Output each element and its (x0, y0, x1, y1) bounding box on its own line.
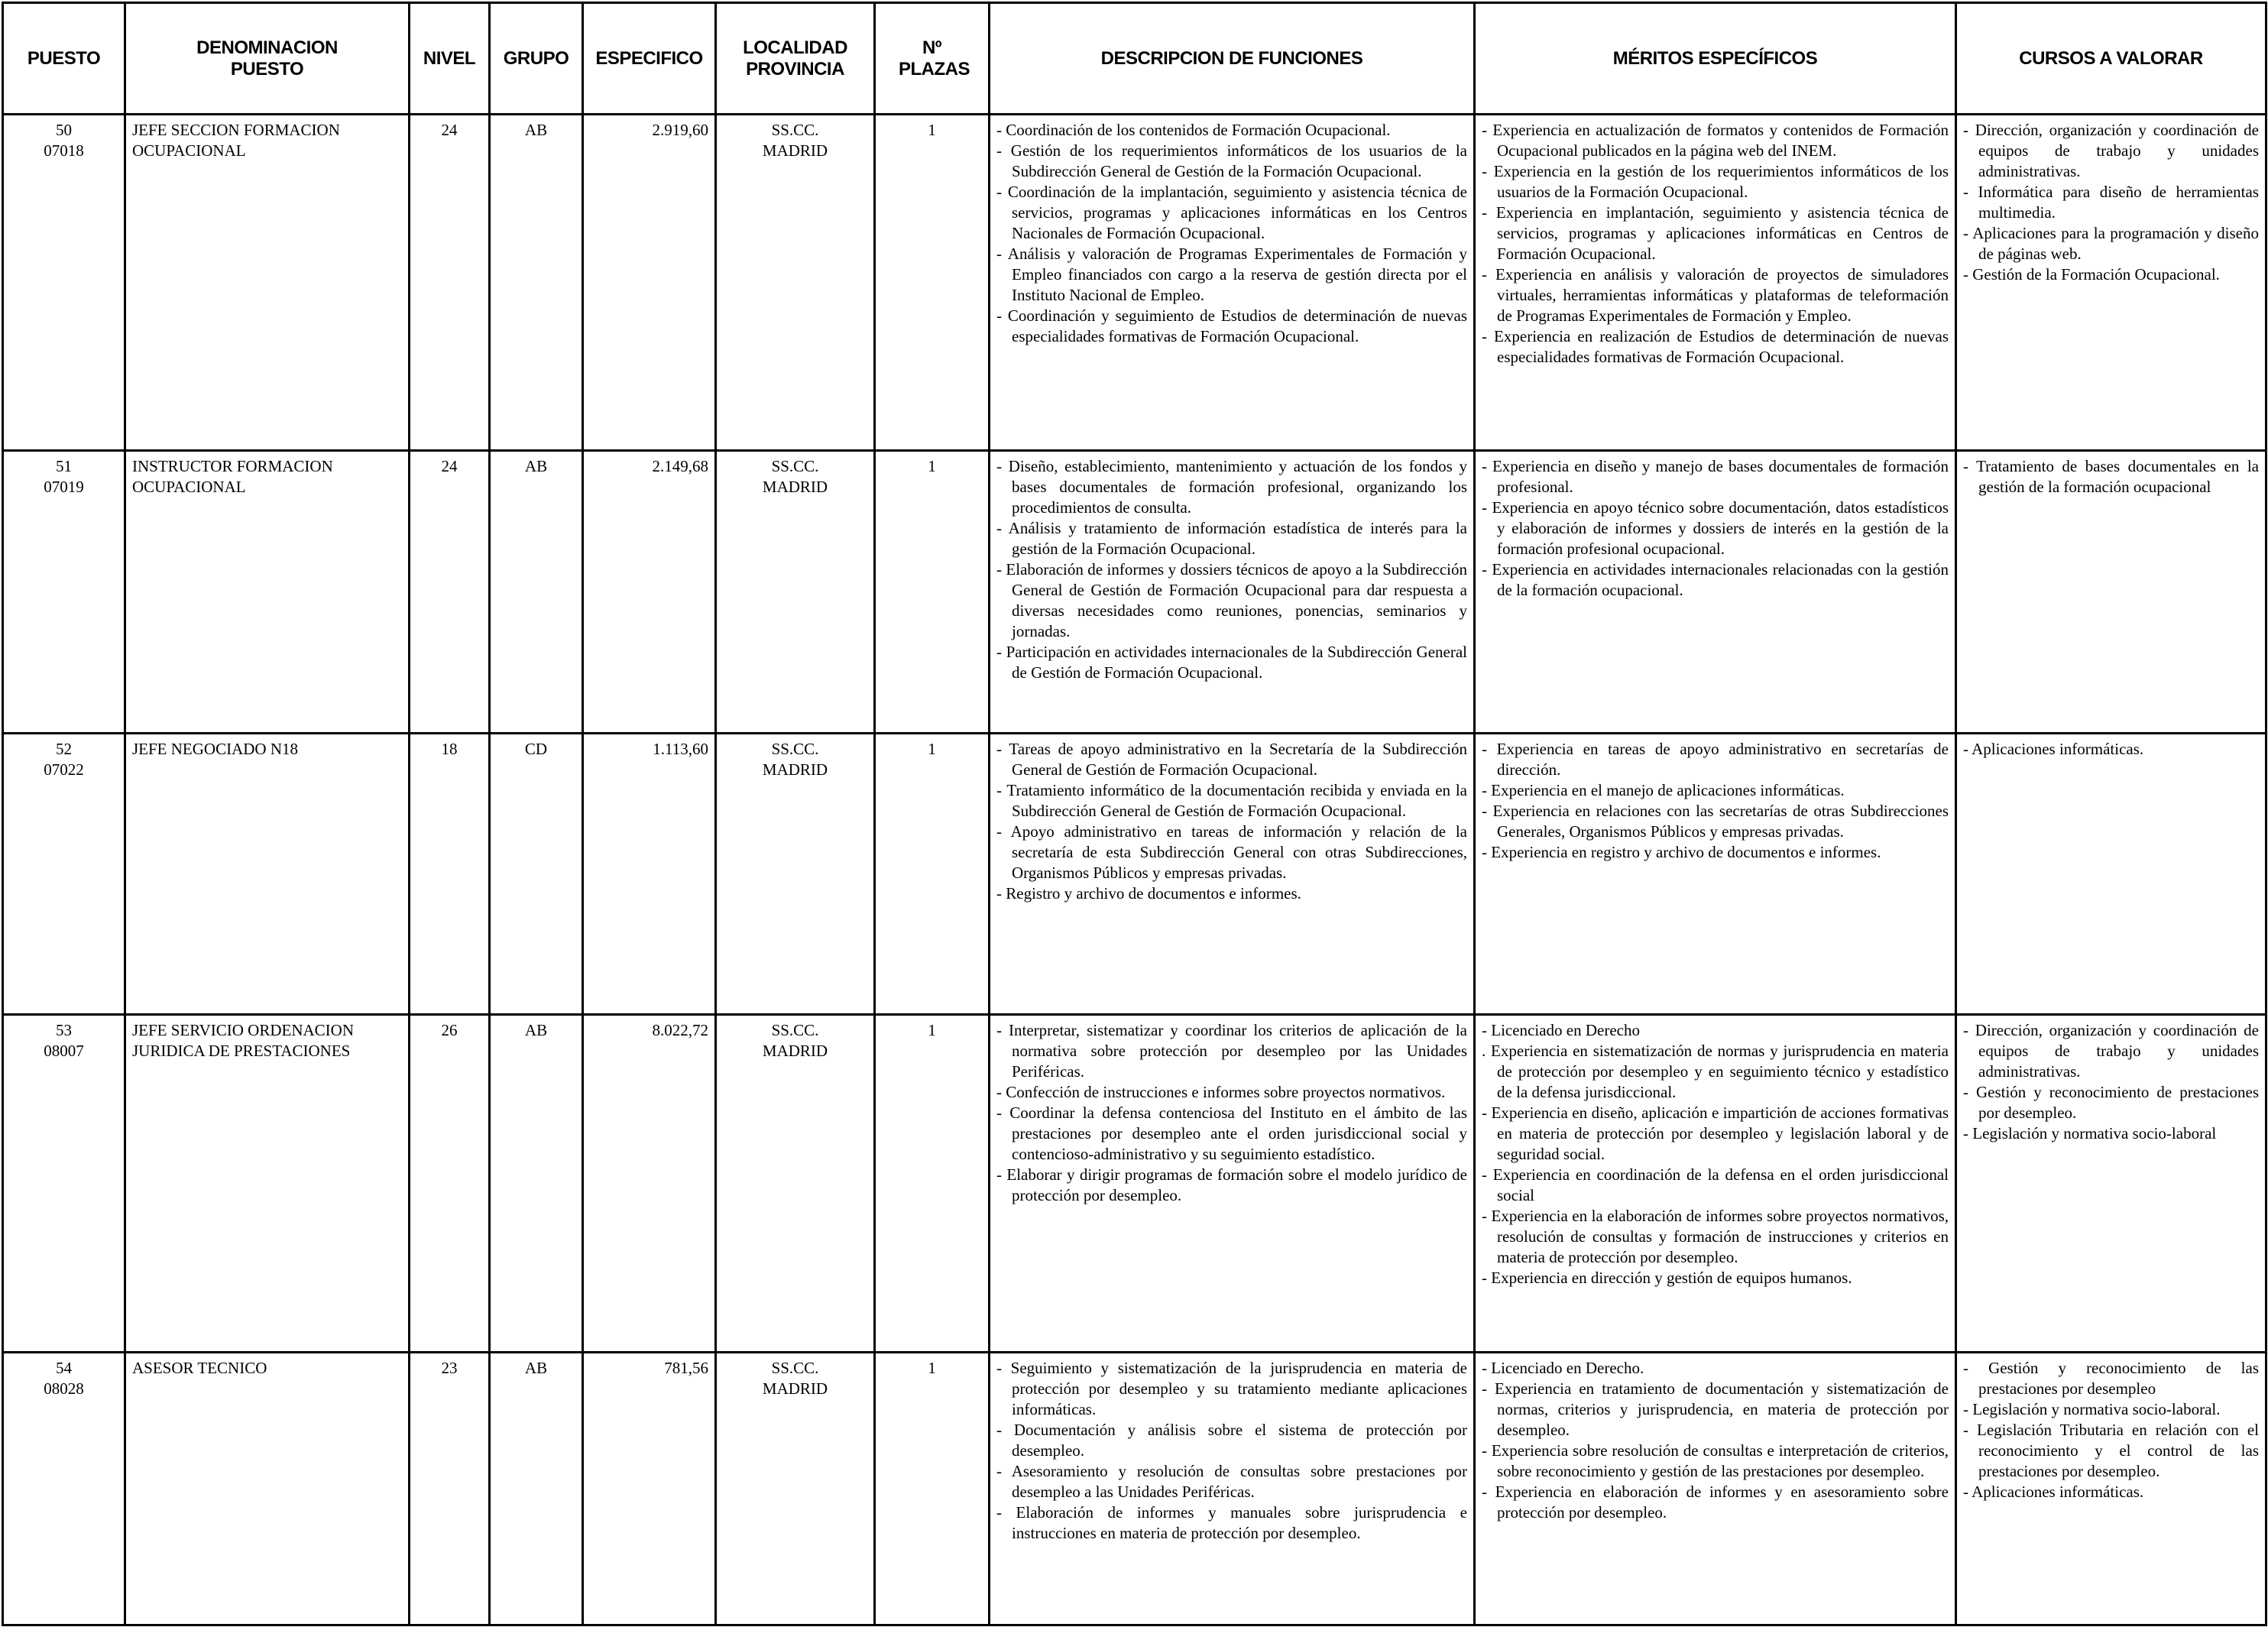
funciones-item: - Tratamiento informático de la documentación recibida y enviada en la Subdirección General de Gestión de Formación Ocupacional. (996, 781, 1467, 820)
puesto-number: 54 (56, 1359, 72, 1377)
header-grupo: GRUPO (490, 3, 583, 115)
funciones-item: - Coordinación de los contenidos de Formación Ocupacional. (996, 121, 1391, 139)
nivel-cell: 24 (410, 451, 490, 734)
header-row (3, 3, 2266, 115)
provincia: MADRID (762, 1042, 828, 1060)
funciones-cell (990, 1015, 1475, 1353)
meritos-item: - Experiencia sobre resolución de consultas e interpretación de criterios, sobre reconocimiento y gestión de las prestaciones por desempleo. (1482, 1441, 1949, 1480)
cursos-item: - Dirección, organización y coordinación de equipos de trabajo y unidades administrativas. (1963, 121, 2259, 180)
especifico-cell: 1.113,60 (583, 734, 716, 1015)
meritos-item: - Experiencia en análisis y valoración de proyectos de simuladores virtuales, herramientas informáticas y plataformas de teleformación de Programas Experimentales de Formación y Empleo. (1482, 265, 1949, 325)
funciones-item: - Elaboración de informes y dossiers técnicos de apoyo a la Subdirección General de Gestión de Formación Ocupacional para dar respuesta a diversas necesidades como reuniones, ponencias, seminarios y jornadas. (996, 560, 1467, 640)
provincia: MADRID (762, 1379, 828, 1398)
puesto-code: 08028 (44, 1379, 84, 1398)
meritos-item: - Experiencia en actividades internacionales relacionadas con la gestión de la formación ocupacional. (1482, 560, 1949, 599)
table-row (3, 115, 2266, 451)
meritos-item: - Experiencia en la gestión de los requerimientos informáticos de los usuarios de la Formación Ocupacional. (1482, 162, 1949, 201)
plazas-cell: 1 (875, 734, 990, 1015)
localidad: SS.CC. (771, 457, 819, 475)
header-cursos: CURSOS A VALORAR (1956, 3, 2266, 115)
funciones-item: - Coordinar la defensa contenciosa del Instituto en el ámbito de las prestaciones por desempleo ante el orden jurisdiccional social y contencioso-administrativo y su seguimiento estadístico. (996, 1104, 1467, 1163)
header-meritos: MÉRITOS ESPECÍFICOS (1475, 3, 1956, 115)
puestos-table (2, 2, 2267, 1626)
puesto-code: 07022 (44, 760, 84, 779)
table-row (3, 734, 2266, 1015)
funciones-item: - Apoyo administrativo en tareas de información y relación de la secretaría de esta Subdirección General con otras Subdirecciones, Organismos Públicos y empresas privadas. (996, 822, 1467, 882)
provincia: MADRID (762, 760, 828, 779)
denominacion-cell: ASESOR TECNICO (125, 1353, 410, 1625)
cursos-item: - Legislación y normativa socio-laboral (1963, 1124, 2217, 1142)
localidad-cell (716, 734, 875, 1015)
funciones-item: - Documentación y análisis sobre el sistema de protección por desempleo. (996, 1421, 1467, 1460)
denominacion-cell: JEFE NEGOCIADO N18 (125, 734, 410, 1015)
provincia: MADRID (762, 141, 828, 160)
table-row (3, 1015, 2266, 1353)
table-row (3, 451, 2266, 734)
especifico-cell: 2.919,60 (583, 115, 716, 451)
funciones-cell (990, 1353, 1475, 1625)
meritos-cell (1475, 734, 1956, 1015)
meritos-item: - Experiencia en el manejo de aplicaciones informáticas. (1482, 781, 1845, 799)
header-puesto: PUESTO (3, 3, 125, 115)
cursos-item: - Aplicaciones informáticas. (1963, 1483, 2144, 1501)
meritos-item: - Experiencia en diseño y manejo de bases documentales de formación profesional. (1482, 457, 1949, 496)
nivel-cell: 18 (410, 734, 490, 1015)
plazas-cell: 1 (875, 451, 990, 734)
cursos-cell (1956, 1353, 2266, 1625)
funciones-item: - Interpretar, sistematizar y coordinar los criterios de aplicación de la normativa sobre protección por desempleo por las Unidades Periféricas. (996, 1021, 1467, 1081)
puesto-number: 53 (56, 1021, 72, 1039)
meritos-item: - Experiencia en implantación, seguimiento y asistencia técnica de servicios, programas y aplicaciones informáticas en Centros de Formación Ocupacional. (1482, 203, 1949, 263)
cursos-item: - Dirección, organización y coordinación de equipos de trabajo y unidades administrativas. (1963, 1021, 2259, 1081)
denominacion-cell: JEFE SECCION FORMACION OCUPACIONAL (125, 115, 410, 451)
puesto-cell (3, 734, 125, 1015)
grupo-cell: AB (490, 115, 583, 451)
cursos-item: - Gestión y reconocimiento de prestaciones por desempleo. (1963, 1083, 2259, 1122)
header-funciones: DESCRIPCION DE FUNCIONES (990, 3, 1475, 115)
meritos-item: - Experiencia en coordinación de la defensa en el orden jurisdiccional social (1482, 1165, 1949, 1204)
plazas-cell: 1 (875, 1015, 990, 1353)
localidad: SS.CC. (771, 740, 819, 758)
meritos-item: - Experiencia en diseño, aplicación e impartición de acciones formativas en materia de protección por desempleo y legislación laboral y de seguridad social. (1482, 1104, 1949, 1163)
nivel-cell: 24 (410, 115, 490, 451)
funciones-item: - Seguimiento y sistematización de la jurisprudencia en materia de protección por desempleo y su tratamiento mediante aplicaciones informáticas. (996, 1359, 1467, 1418)
nivel-cell: 26 (410, 1015, 490, 1353)
funciones-item: - Tareas de apoyo administrativo en la Secretaría de la Subdirección General de Gestión de Formación Ocupacional. (996, 740, 1467, 779)
cursos-item: - Tratamiento de bases documentales en la gestión de la formación ocupacional (1963, 457, 2259, 496)
meritos-item: - Experiencia en realización de Estudios de determinación de nuevas especialidades formativas de Formación Ocupacional. (1482, 327, 1949, 366)
cursos-cell (1956, 734, 2266, 1015)
localidad-cell (716, 451, 875, 734)
localidad: SS.CC. (771, 121, 819, 139)
funciones-cell (990, 734, 1475, 1015)
cursos-item: - Aplicaciones para la programación y diseño de páginas web. (1963, 224, 2259, 263)
cursos-item: - Legislación y normativa socio-laboral. (1963, 1400, 2221, 1418)
meritos-item: - Licenciado en Derecho (1482, 1021, 1640, 1039)
puesto-number: 52 (56, 740, 72, 758)
meritos-item: - Licenciado en Derecho. (1482, 1359, 1644, 1377)
meritos-item: - Experiencia en la elaboración de informes sobre proyectos normativos, resolución de consultas y formación de instrucciones y criterios en materia de protección por desempleo. (1482, 1207, 1949, 1266)
puesto-code: 07019 (44, 478, 84, 496)
plazas-cell: 1 (875, 1353, 990, 1625)
meritos-cell (1475, 1015, 1956, 1353)
plazas-cell: 1 (875, 115, 990, 451)
meritos-item: - Experiencia en relaciones con las secretarías de otras Subdirecciones Generales, Organismos Públicos y empresas privadas. (1482, 802, 1949, 841)
nivel-cell: 23 (410, 1353, 490, 1625)
especifico-cell: 8.022,72 (583, 1015, 716, 1353)
meritos-cell (1475, 451, 1956, 734)
cursos-cell (1956, 1015, 2266, 1353)
especifico-cell: 781,56 (583, 1353, 716, 1625)
puesto-number: 50 (56, 121, 72, 139)
puesto-number: 51 (56, 457, 72, 475)
header-plazas: Nº PLAZAS (875, 3, 990, 115)
funciones-item: - Confección de instrucciones e informes sobre proyectos normativos. (996, 1083, 1446, 1101)
meritos-item: - Experiencia en tratamiento de documentación y sistematización de normas, criterios y jurisprudencia, en materia de protección por desempleo. (1482, 1379, 1949, 1439)
cursos-item: - Gestión de la Formación Ocupacional. (1963, 265, 2220, 284)
especifico-cell: 2.149,68 (583, 451, 716, 734)
funciones-item: - Coordinación de la implantación, seguimiento y asistencia técnica de servicios, programas y aplicaciones informáticas en los Centros Nacionales de Formación Ocupacional. (996, 183, 1467, 242)
funciones-item: - Gestión de los requerimientos informáticos de los usuarios de la Subdirección General de Gestión de la Formación Ocupacional. (996, 141, 1467, 180)
localidad-cell (716, 1353, 875, 1625)
funciones-item: - Elaboración de informes y manuales sobre jurisprudencia e instrucciones en materia de protección por desempleo. (996, 1503, 1467, 1542)
meritos-item: - Experiencia en dirección y gestión de equipos humanos. (1482, 1269, 1852, 1287)
funciones-item: - Coordinación y seguimiento de Estudios de determinación de nuevas especialidades formativas de Formación Ocupacional. (996, 306, 1467, 345)
funciones-item: - Registro y archivo de documentos e informes. (996, 884, 1301, 903)
funciones-item: - Análisis y valoración de Programas Experimentales de Formación y Empleo financiados con cargo a la reserva de gestión directa por el Instituto Nacional de Empleo. (996, 245, 1467, 304)
funciones-item: - Participación en actividades internacionales de la Subdirección General de Gestión de Formación Ocupacional. (996, 643, 1467, 682)
meritos-item: - Experiencia en apoyo técnico sobre documentación, datos estadísticos y elaboración de informes y dossiers de interés en la gestión de la formación profesional ocupacional. (1482, 498, 1949, 558)
puesto-cell (3, 1353, 125, 1625)
puesto-cell (3, 115, 125, 451)
grupo-cell: AB (490, 1015, 583, 1353)
cursos-item: - Aplicaciones informáticas. (1963, 740, 2144, 758)
header-nivel: NIVEL (410, 3, 490, 115)
puesto-code: 07018 (44, 141, 84, 160)
funciones-item: - Análisis y tratamiento de información estadística de interés para la gestión de la Formación Ocupacional. (996, 519, 1467, 558)
header-especifico: ESPECIFICO (583, 3, 716, 115)
puesto-cell (3, 451, 125, 734)
puesto-code: 08007 (44, 1042, 84, 1060)
funciones-item: - Elaborar y dirigir programas de formación sobre el modelo jurídico de protección por desempleo. (996, 1165, 1467, 1204)
meritos-item: - Experiencia en tareas de apoyo administrativo en secretarías de dirección. (1482, 740, 1949, 779)
localidad: SS.CC. (771, 1021, 819, 1039)
meritos-item: - Experiencia en actualización de formatos y contenidos de Formación Ocupacional publicados en la página web del INEM. (1482, 121, 1949, 160)
grupo-cell: AB (490, 1353, 583, 1625)
header-denominacion: DENOMINACION PUESTO (125, 3, 410, 115)
funciones-cell (990, 451, 1475, 734)
grupo-cell: AB (490, 451, 583, 734)
funciones-cell (990, 115, 1475, 451)
puesto-cell (3, 1015, 125, 1353)
meritos-cell (1475, 1353, 1956, 1625)
provincia: MADRID (762, 478, 828, 496)
funciones-item: - Asesoramiento y resolución de consultas sobre prestaciones por desempleo a las Unidades Periféricas. (996, 1462, 1467, 1501)
denominacion-cell: INSTRUCTOR FORMACION OCUPACIONAL (125, 451, 410, 734)
grupo-cell: CD (490, 734, 583, 1015)
cursos-cell (1956, 451, 2266, 734)
cursos-item: - Gestión y reconocimiento de las prestaciones por desempleo (1963, 1359, 2259, 1398)
meritos-item: . Experiencia en sistematización de normas y jurisprudencia en materia de protección por desempleo y en seguimiento técnico y estadístico de la defensa jurisdiccional. (1482, 1042, 1949, 1101)
meritos-item: - Experiencia en registro y archivo de documentos e informes. (1482, 843, 1881, 861)
localidad-cell (716, 1015, 875, 1353)
cursos-item: - Informática para diseño de herramientas multimedia. (1963, 183, 2259, 222)
meritos-item: - Experiencia en elaboración de informes y en asesoramiento sobre protección por desempleo. (1482, 1483, 1949, 1522)
table-row (3, 1353, 2266, 1625)
funciones-item: - Diseño, establecimiento, mantenimiento y actuación de los fondos y bases documentales de formación profesional, organizando los procedimientos de consulta. (996, 457, 1467, 517)
cursos-cell (1956, 115, 2266, 451)
localidad-cell (716, 115, 875, 451)
header-localidad: LOCALIDAD PROVINCIA (716, 3, 875, 115)
cursos-item: - Legislación Tributaria en relación con el reconocimiento y el control de las prestaciones por desempleo. (1963, 1421, 2259, 1480)
meritos-cell (1475, 115, 1956, 451)
localidad: SS.CC. (771, 1359, 819, 1377)
denominacion-cell: JEFE SERVICIO ORDENACION JURIDICA DE PRESTACIONES (125, 1015, 410, 1353)
